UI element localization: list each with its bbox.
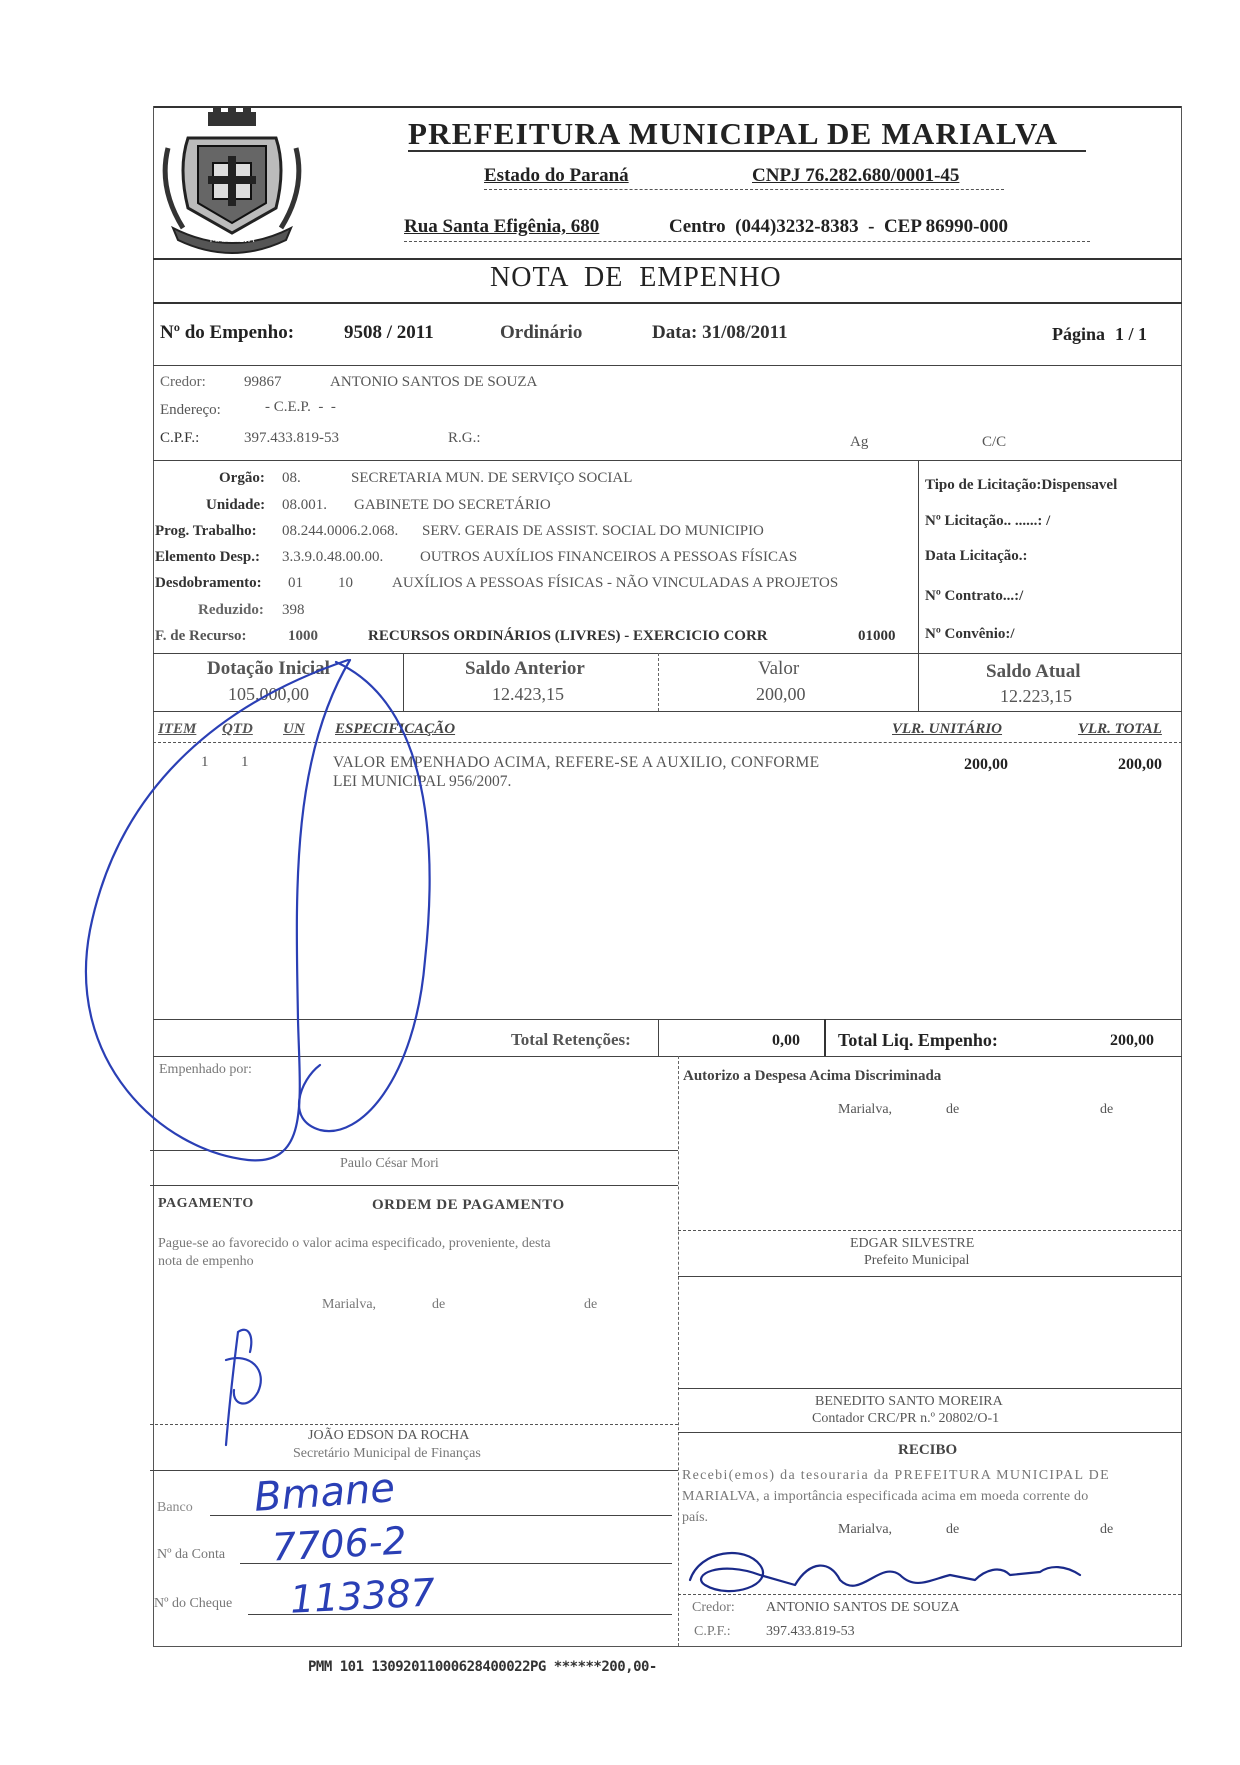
valor-value: 200,00: [756, 684, 806, 704]
col-header-vlr-total: VLR. TOTAL: [1078, 721, 1162, 737]
address-row-rule: [404, 241, 1090, 242]
dotacao-inicial-label: Dotação Inicial: [207, 658, 330, 679]
col-header-un: UN: [283, 721, 305, 737]
document-title: NOTA DE EMPENHO: [490, 262, 782, 293]
cpf-label: C.P.F.:: [160, 430, 200, 446]
frame-right: [1181, 106, 1182, 1646]
address-district-phone-cep: Centro (044)3232-8383 - CEP 86990-000: [669, 216, 1008, 237]
contador-name: BENEDITO SANTO MOREIRA: [815, 1394, 1003, 1409]
prefeito-role: Prefeito Municipal: [864, 1253, 970, 1268]
pen-loop-mark: [86, 660, 350, 1160]
recibo-city: Marialva,: [838, 1522, 893, 1537]
ag-label: Ag: [850, 434, 869, 450]
desdobramento-name: AUXÍLIOS A PESSOAS FÍSICAS - NÃO VINCULADAS A PROJETOS: [392, 575, 839, 591]
reduzido-label: Reduzido:: [198, 602, 264, 618]
recibo-signature-line: [678, 1594, 1181, 1595]
credor-code: 99867: [244, 374, 282, 390]
pagamento-label: PAGAMENTO: [158, 1196, 254, 1211]
pagamento-text-line-2: nota de empenho: [158, 1254, 254, 1269]
orgao-label: Orgão:: [219, 470, 265, 486]
item-qtd: 1: [241, 754, 249, 770]
cpf-value: 397.433.819-53: [244, 430, 339, 446]
recibo-text-line-1: Recebi(emos) da tesouraria da PREFEITURA MUNICIPAL DE: [682, 1468, 1110, 1483]
banco-label: Banco: [157, 1500, 193, 1515]
contador-signature-line: [678, 1388, 1181, 1389]
title-bottom-rule: [153, 302, 1182, 304]
balance-divider-1: [403, 653, 404, 711]
credor-label: Credor:: [160, 374, 206, 390]
empenhado-signer: Paulo César Mori: [340, 1156, 439, 1171]
prog-name: SERV. GERAIS DE ASSIST. SOCIAL DO MUNICIPIO: [422, 523, 764, 539]
saldo-anterior-label: Saldo Anterior: [465, 658, 585, 679]
item-total-value: 200,00: [1118, 756, 1162, 773]
fonte-recurso-code-2: 01000: [858, 628, 896, 644]
numero-contrato: Nº Contrato...:/: [925, 588, 1024, 604]
balance-divider-3: [918, 653, 919, 711]
rg-label: R.G.:: [448, 430, 481, 446]
recibo-text-line-2: MARIALVA, a importância especificada acima em moeda corrente do: [682, 1489, 1089, 1504]
numero-licitacao: Nº Licitação.. ......: /: [925, 513, 1051, 529]
pagamento-top-rule: [150, 1185, 678, 1186]
unidade-code: 08.001.: [282, 497, 327, 513]
pagamento-de-1: de: [432, 1297, 446, 1312]
recibo-title: RECIBO: [898, 1442, 958, 1458]
numero-convenio: Nº Convênio:/: [925, 626, 1015, 642]
title-underline: [408, 150, 1086, 152]
orgao-name: SECRETARIA MUN. DE SERVIÇO SOCIAL: [351, 470, 633, 486]
prefeito-signature-line: [678, 1230, 1181, 1231]
data-licitacao: Data Licitação.:: [925, 548, 1028, 564]
col-header-vlr-unitario: VLR. UNITÁRIO: [892, 721, 1003, 737]
pagamento-de-2: de: [584, 1297, 598, 1312]
pagamento-signature-line: [150, 1424, 678, 1425]
municipal-coat-of-arms: [158, 108, 306, 258]
licitacao-divider: [918, 460, 919, 653]
empenhado-por-label: Empenhado por:: [159, 1062, 252, 1077]
pagamento-city: Marialva,: [322, 1297, 377, 1312]
recibo-credor-name: ANTONIO SANTOS DE SOUZA: [766, 1600, 960, 1615]
municipality-title: PREFEITURA MUNICIPAL DE MARIALVA: [408, 116, 1059, 151]
col-header-item: ITEM: [158, 721, 197, 737]
state-label: Estado do Paraná: [484, 165, 629, 186]
header-bottom-rule: [153, 258, 1182, 260]
svg-text:MARIALVA: MARIALVA: [209, 235, 255, 245]
balances-bottom-rule: [153, 711, 1182, 712]
unidade-name: GABINETE DO SECRETÁRIO: [354, 497, 551, 513]
prog-code: 08.244.0006.2.068.: [282, 523, 399, 539]
state-row-rule: [484, 189, 1004, 190]
creditor-signature: [690, 1553, 1080, 1591]
frame-top: [153, 106, 1182, 108]
totals-divider-2: [824, 1019, 826, 1056]
empenho-row-rule: [153, 365, 1182, 366]
fonte-recurso-label: F. de Recurso:: [155, 628, 247, 644]
col-header-especificacao: ESPECIFICAÇÃO: [335, 721, 456, 737]
fonte-recurso-code: 1000: [288, 628, 318, 644]
recibo-cpf-value: 397.433.819-53: [766, 1624, 855, 1639]
recibo-de-1: de: [946, 1522, 960, 1537]
page-label: Página: [1052, 324, 1106, 344]
autorizo-de-1: de: [946, 1102, 960, 1117]
autorizo-de-2: de: [1100, 1102, 1114, 1117]
empenho-type: Ordinário: [500, 322, 583, 343]
pen-initial-mark: [226, 1330, 261, 1445]
elemento-code: 3.3.9.0.48.00.00.: [282, 549, 384, 565]
contador-block-bottom-rule: [678, 1432, 1181, 1433]
autorizo-label: Autorizo a Despesa Acima Discriminada: [683, 1068, 942, 1084]
desdobramento-label: Desdobramento:: [155, 575, 262, 591]
conta-label: Nº da Conta: [157, 1547, 226, 1562]
pagamento-role: Secretário Municipal de Finanças: [293, 1446, 481, 1461]
recibo-credor-label: Credor:: [692, 1600, 735, 1615]
bank-block-top-rule: [150, 1470, 678, 1471]
elemento-name: OUTROS AUXÍLIOS FINANCEIROS A PESSOAS FÍSICAS: [420, 549, 798, 565]
autorizo-city: Marialva,: [838, 1102, 893, 1117]
frame-bottom: [153, 1646, 1182, 1647]
valor-label: Valor: [758, 658, 800, 679]
total-retencoes-label: Total Retenções:: [511, 1030, 631, 1049]
budget-bottom-rule: [153, 653, 1182, 654]
recibo-text-line-3: país.: [682, 1510, 709, 1525]
orgao-code: 08.: [282, 470, 301, 486]
unidade-label: Unidade:: [206, 497, 266, 513]
signatures-middle-divider: [678, 1056, 679, 1646]
empenho-number: 9508 / 2011: [344, 322, 434, 343]
prefeito-name: EDGAR SILVESTRE: [850, 1236, 975, 1251]
banco-handwritten-value: Bmane: [252, 1465, 397, 1521]
reduzido-value: 398: [282, 602, 305, 618]
item-description-line-2: LEI MUNICIPAL 956/2007.: [333, 773, 512, 790]
dotacao-inicial-value: 105.000,00: [228, 684, 309, 704]
address-street: Rua Santa Efigênia, 680: [404, 216, 600, 237]
conta-handwritten-value: 7706-2: [270, 1518, 408, 1570]
item-description-line-1: VALOR EMPENHADO ACIMA, REFERE-SE A AUXILIO, CONFORME: [333, 754, 820, 771]
col-header-qtd: QTD: [222, 721, 253, 737]
tipo-licitacao: Tipo de Licitação:Dispensavel: [925, 477, 1118, 493]
saldo-atual-value: 12.223,15: [1000, 686, 1072, 706]
desdobramento-code-1: 01: [288, 575, 303, 591]
page-number: 1 / 1: [1115, 324, 1148, 344]
creditor-bottom-rule: [153, 460, 1182, 461]
total-liq-empenho-label: Total Liq. Empenho:: [838, 1030, 998, 1050]
desdobramento-code-2: 10: [338, 575, 353, 591]
totals-bottom-rule: [153, 1056, 1182, 1057]
saldo-anterior-value: 12.423,15: [492, 684, 564, 704]
empenho-date: Data: 31/08/2011: [652, 322, 788, 343]
item-unit-value: 200,00: [964, 756, 1008, 773]
pagamento-text-line-1: Pague-se ao favorecido o valor acima especificado, proveniente, desta: [158, 1236, 551, 1251]
prog-label: Prog. Trabalho:: [155, 523, 257, 539]
elemento-label: Elemento Desp.:: [155, 549, 260, 565]
cc-label: C/C: [982, 434, 1007, 450]
footer-control-code: PMM 101 13092011000628400022PG ******200,00-: [308, 1659, 657, 1675]
total-liq-empenho-value: 200,00: [1110, 1032, 1154, 1049]
totals-divider-1: [658, 1019, 659, 1056]
cnpj-label: CNPJ 76.282.680/0001-45: [752, 165, 960, 186]
empenhado-signature-line: [150, 1150, 678, 1151]
recibo-de-2: de: [1100, 1522, 1114, 1537]
frame-left: [153, 106, 154, 1646]
items-bottom-rule: [153, 1019, 1182, 1020]
endereco-value: - C.E.P. - -: [265, 399, 336, 415]
fonte-recurso-name: RECURSOS ORDINÁRIOS (LIVRES) - EXERCICIO CORR: [368, 628, 768, 644]
endereco-label: Endereço:: [160, 402, 221, 418]
empenho-number-label: Nº do Empenho:: [160, 322, 295, 343]
ordem-pagamento-label: ORDEM DE PAGAMENTO: [372, 1197, 565, 1213]
items-header-rule: [153, 742, 1182, 743]
balance-divider-2: [658, 653, 659, 711]
pagamento-signer: JOÃO EDSON DA ROCHA: [308, 1428, 470, 1443]
recibo-cpf-label: C.P.F.:: [694, 1624, 731, 1639]
cheque-label: Nº do Cheque: [154, 1596, 233, 1611]
contador-role: Contador CRC/PR n.º 20802/O-1: [812, 1411, 1000, 1426]
saldo-atual-label: Saldo Atual: [986, 661, 1081, 682]
item-number: 1: [201, 754, 209, 770]
cheque-handwritten-value: 113387: [288, 1570, 437, 1622]
credor-name: ANTONIO SANTOS DE SOUZA: [330, 374, 538, 390]
prefeito-block-bottom-rule: [678, 1276, 1181, 1277]
total-retencoes-value: 0,00: [772, 1032, 800, 1049]
